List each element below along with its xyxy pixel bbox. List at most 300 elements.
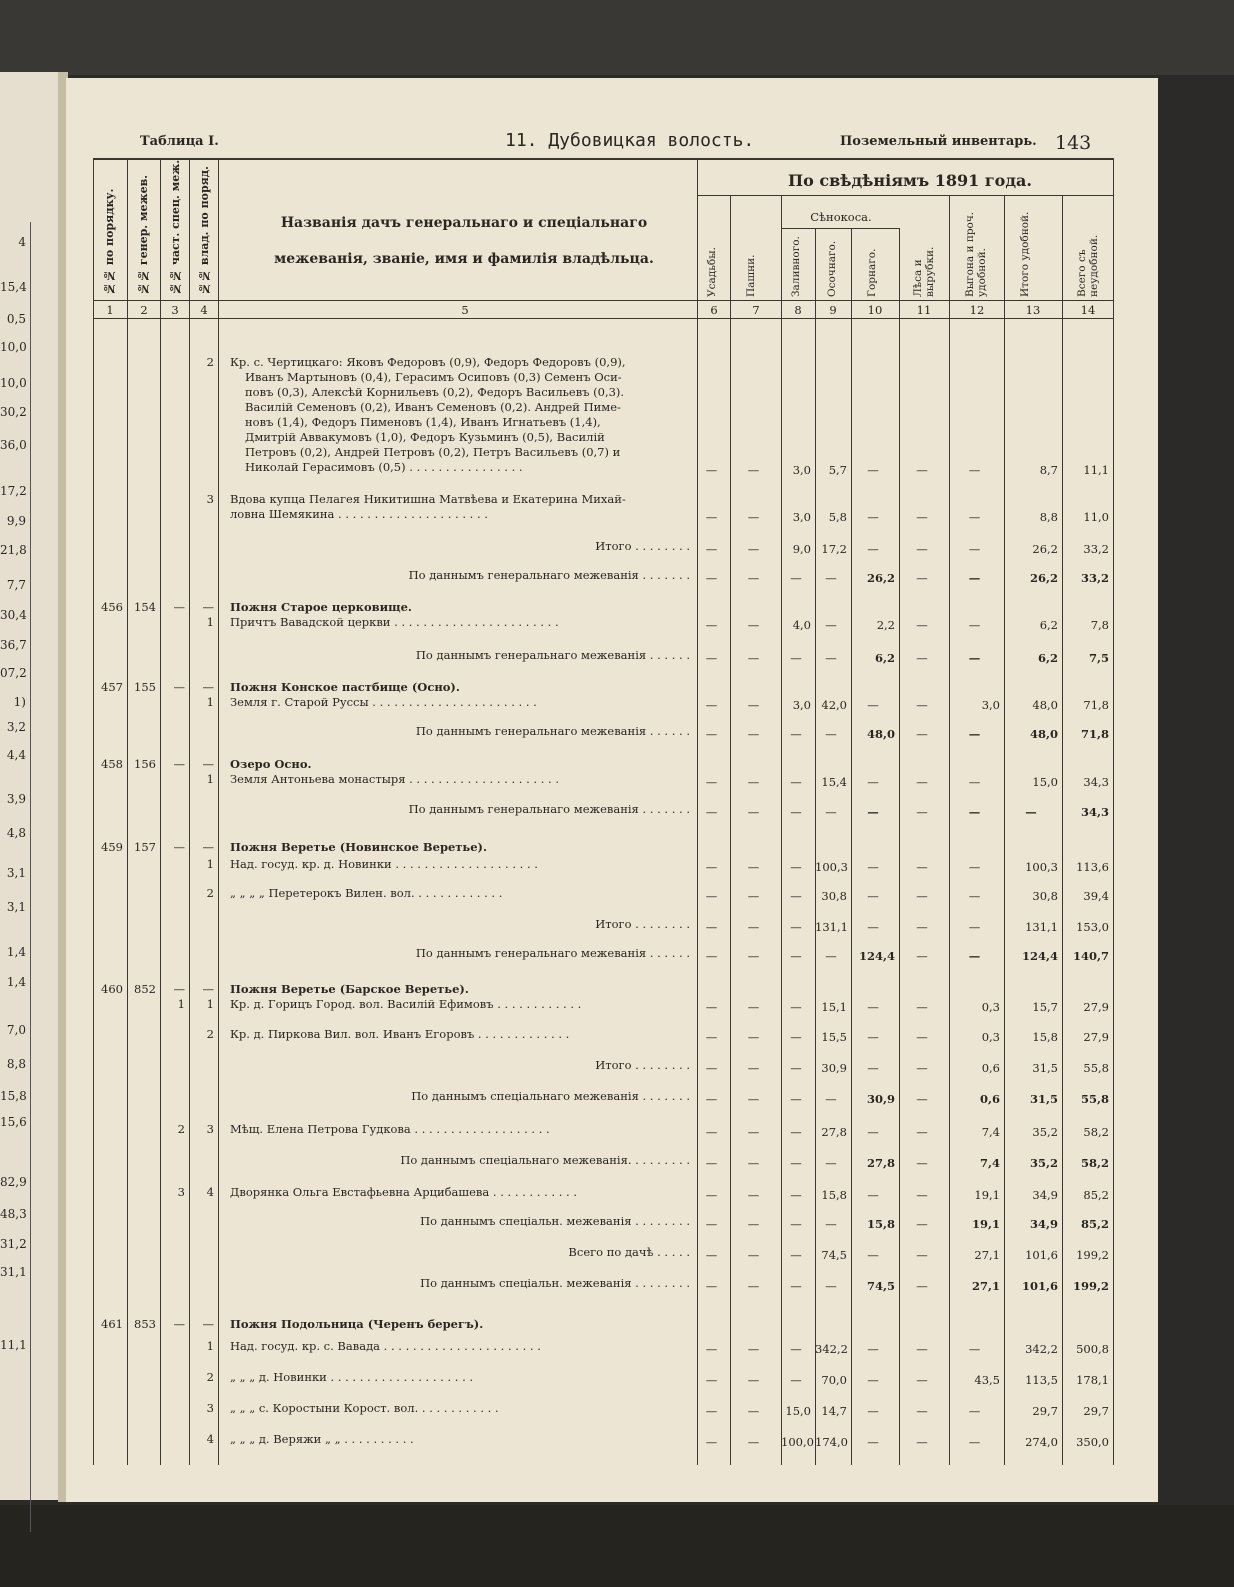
row-value: 39,4 <box>1083 889 1109 903</box>
row-value: — <box>747 889 760 903</box>
row-value: — <box>916 1188 928 1202</box>
row-summary: По даннымъ генеральнаго межеванія . . . . . . . <box>408 568 690 582</box>
row-value: — <box>705 618 718 632</box>
row-value: — <box>790 775 802 789</box>
row-value: — <box>705 1279 718 1293</box>
row-value: — <box>968 889 981 903</box>
row-c3: 2 <box>177 1122 185 1136</box>
row-value: — <box>916 775 928 789</box>
row-heading: Пожня Веретье (Барское Веретье). <box>230 982 469 996</box>
row-value: 7,5 <box>1088 651 1109 665</box>
row-value: — <box>867 1030 879 1044</box>
row-value: — <box>968 1342 981 1356</box>
row-value: 31,5 <box>1032 1061 1058 1075</box>
row-value: 14,7 <box>821 1404 847 1418</box>
row-summary: Всего по дачѣ . . . . . <box>568 1245 690 1259</box>
row-value: — <box>916 727 928 741</box>
row-c4: 1 <box>206 997 214 1011</box>
row-value: — <box>790 860 802 874</box>
row-value: — <box>867 698 879 712</box>
row-value: 15,4 <box>821 775 847 789</box>
row-value: — <box>790 571 802 585</box>
row-value: — <box>705 775 718 789</box>
row-value: — <box>916 1061 928 1075</box>
prev-page-number: 4,4 <box>6 748 26 762</box>
row-value: 30,9 <box>866 1092 895 1106</box>
prev-page-number: 8,8 <box>6 1057 26 1071</box>
row-value: 101,6 <box>1025 1248 1058 1262</box>
row-owner: „ „ „ „ Перетерокъ Вилен. вол. . . . . . . . . . . . . <box>230 886 503 900</box>
row-value: 100,3 <box>1025 860 1058 874</box>
col-header-c10: Горнаго. <box>866 248 878 297</box>
row-heading: Пожня Старое церковище. <box>230 600 412 614</box>
row-value: — <box>867 860 879 874</box>
row-value: — <box>705 727 718 741</box>
row-value: — <box>825 805 837 819</box>
row-value: — <box>916 889 928 903</box>
row-value: — <box>747 1188 760 1202</box>
row-value: 58,2 <box>1083 1125 1109 1139</box>
row-value: — <box>790 920 802 934</box>
row-value: 58,2 <box>1080 1156 1109 1170</box>
col-header-5: Названія дачъ генеральнаго и спеціальнаго межеванія, званіе, имя и фамилія владѣльца. <box>274 215 654 267</box>
row-value: — <box>705 920 718 934</box>
grid-vline <box>1062 195 1063 1465</box>
prev-page-number: 36,7 <box>0 638 27 652</box>
row-summary: По даннымъ спеціальн. межеванія . . . . . . . . <box>420 1214 690 1228</box>
row-c4: 3 <box>206 492 214 506</box>
row-c1: 461 <box>101 1317 123 1331</box>
prev-page-number: 9,9 <box>6 514 26 528</box>
row-owner: Кр. д. Горицъ Город. вол. Василій Ефимовъ . . . . . . . . . . . . <box>230 997 582 1011</box>
row-value: — <box>747 1404 760 1418</box>
row-value: — <box>916 463 928 477</box>
row-value: 140,7 <box>1072 949 1109 963</box>
row-value: — <box>825 949 837 963</box>
row-value: — <box>747 860 760 874</box>
row-value: 15,8 <box>821 1188 847 1202</box>
row-value: 26,2 <box>1032 542 1058 556</box>
grid-vline <box>127 158 128 1465</box>
row-summary: По даннымъ спеціальн. межеванія . . . . . . . . <box>420 1276 690 1290</box>
prev-page-number: 1) <box>13 695 26 709</box>
row-value: — <box>825 1156 837 1170</box>
row-value: — <box>705 1092 718 1106</box>
row-owner: повъ (0,3), Алексѣй Корнильевъ (0,2), Федоръ Васильевъ (0,3). <box>245 385 625 399</box>
row-value: — <box>747 1156 760 1170</box>
row-c4: — <box>202 757 214 771</box>
row-summary: Итого . . . . . . . . <box>595 539 690 553</box>
col-header-c11: Лѣса и вырубки. <box>912 246 936 297</box>
grid-numbers-rule <box>93 318 1114 319</box>
row-owner: Кр. с. Чертицкаго: Яковъ Федоровъ (0,9), Федоръ Федоровъ (0,9), <box>230 355 626 369</box>
row-value: — <box>968 775 981 789</box>
row-value: 34,9 <box>1032 1188 1058 1202</box>
row-value: — <box>747 1248 760 1262</box>
column-number: 9 <box>829 303 837 317</box>
row-value: 35,2 <box>1029 1156 1058 1170</box>
row-owner: Мѣщ. Елена Петрова Гудкова . . . . . . . . . . . . . . . . . . . <box>230 1122 550 1136</box>
row-value: — <box>825 618 837 632</box>
row-c2: 154 <box>134 600 156 614</box>
row-value: 9,0 <box>792 542 811 556</box>
row-value: — <box>705 510 718 524</box>
row-value: — <box>825 727 837 741</box>
row-value: — <box>790 889 802 903</box>
row-value: 43,5 <box>974 1373 1000 1387</box>
row-value: — <box>790 1279 802 1293</box>
row-value: — <box>705 1342 718 1356</box>
row-owner: Дмитрій Аввакумовъ (1,0), Федоръ Кузьминъ (0,5), Василій <box>245 430 605 444</box>
row-value: — <box>825 1092 837 1106</box>
row-value: — <box>705 1030 718 1044</box>
row-value: 15,1 <box>821 1000 847 1014</box>
prev-page-number: 3,9 <box>6 792 26 806</box>
row-c4: — <box>202 1317 214 1331</box>
row-value: 26,2 <box>866 571 895 585</box>
row-value: — <box>790 1342 802 1356</box>
row-value: 7,4 <box>981 1125 1000 1139</box>
row-owner: „ „ „ д. Веряжи „ „ . . . . . . . . . . <box>230 1432 414 1446</box>
row-value: — <box>916 542 928 556</box>
row-value: — <box>968 510 981 524</box>
prev-page-number: 10,0 <box>0 340 27 354</box>
row-value: 15,0 <box>1032 775 1058 789</box>
page-number: 143 <box>1055 132 1092 154</box>
row-value: 100,3 <box>815 860 848 874</box>
col-header-c7: Пашни. <box>745 254 757 297</box>
group-header: По свѣдѣніямъ 1891 года. <box>788 171 1032 190</box>
row-value: — <box>867 1188 879 1202</box>
row-value: 34,9 <box>1029 1217 1058 1231</box>
row-heading: Пожня Веретье (Новинское Веретье). <box>230 840 488 854</box>
grid-top-rule <box>93 158 1114 160</box>
row-value: 342,2 <box>815 1342 848 1356</box>
row-value: — <box>790 1000 802 1014</box>
row-c4: — <box>202 840 214 854</box>
row-value: — <box>916 1092 928 1106</box>
row-value: 3,0 <box>792 510 811 524</box>
row-summary: По даннымъ генеральнаго межеванія . . . . . . <box>415 648 690 662</box>
row-value: — <box>705 651 718 665</box>
row-value: 33,2 <box>1083 542 1109 556</box>
prev-page-number: 7,0 <box>6 1023 26 1037</box>
row-owner: Иванъ Мартыновъ (0,4), Герасимъ Осиповъ (0,3) Семенъ Оси- <box>245 370 622 384</box>
row-value: — <box>916 510 928 524</box>
row-value: 3,0 <box>981 698 1000 712</box>
row-value: — <box>790 1061 802 1075</box>
grid-vline <box>218 158 219 1465</box>
previous-page-rule <box>30 222 31 1532</box>
prev-page-number: 4,8 <box>6 826 26 840</box>
column-number: 8 <box>794 303 802 317</box>
prev-page-number: 4 <box>18 235 26 249</box>
row-value: — <box>747 1217 760 1231</box>
row-value: — <box>790 805 802 819</box>
column-number: 6 <box>710 303 718 317</box>
row-value: — <box>705 1217 718 1231</box>
col-header-c9: Осочнаго. <box>826 240 838 297</box>
row-value: 34,3 <box>1080 805 1109 819</box>
row-c4: — <box>202 600 214 614</box>
row-summary: По даннымъ спеціальнаго межеванія . . . . . . . <box>411 1089 690 1103</box>
column-number: 4 <box>200 303 208 317</box>
row-value: — <box>968 651 981 665</box>
row-c3: — <box>173 680 185 694</box>
row-c2: 156 <box>134 757 156 771</box>
row-value: — <box>747 1435 760 1449</box>
row-value: — <box>790 1125 802 1139</box>
grid-vline <box>1113 158 1114 1465</box>
row-value: 174,0 <box>815 1435 848 1449</box>
row-summary: Итого . . . . . . . . <box>595 1058 690 1072</box>
row-value: — <box>916 1030 928 1044</box>
row-value: — <box>747 1000 760 1014</box>
row-value: 48,0 <box>1029 727 1058 741</box>
row-owner: Над. госуд. кр. д. Новинки . . . . . . . . . . . . . . . . . . . . <box>230 857 538 871</box>
row-value: 3,0 <box>792 463 811 477</box>
row-value: 4,0 <box>792 618 811 632</box>
row-value: 33,2 <box>1080 571 1109 585</box>
row-owner: Кр. д. Пиркова Вил. вол. Иванъ Егоровъ . . . . . . . . . . . . . <box>230 1027 570 1041</box>
grid-group-rule <box>697 195 1114 196</box>
prev-page-number: 11,1 <box>0 1338 27 1352</box>
prev-page-number: 07,2 <box>0 666 27 680</box>
row-value: 71,8 <box>1080 727 1109 741</box>
row-value: 27,9 <box>1083 1030 1109 1044</box>
row-c3: — <box>173 600 185 614</box>
row-value: 6,2 <box>874 651 895 665</box>
row-value: 15,8 <box>866 1217 895 1231</box>
row-c2: 852 <box>134 982 156 996</box>
table-label: Таблица I. <box>140 134 219 149</box>
row-value: — <box>747 510 760 524</box>
row-value: 27,1 <box>971 1279 1000 1293</box>
prev-page-number: 0,5 <box>6 312 26 326</box>
row-value: — <box>747 1373 760 1387</box>
row-value: 15,7 <box>1032 1000 1058 1014</box>
row-value: 178,1 <box>1076 1373 1109 1387</box>
row-value: 29,7 <box>1083 1404 1109 1418</box>
row-value: — <box>867 1061 879 1075</box>
prev-page-number: 3,1 <box>6 866 26 880</box>
row-value: 85,2 <box>1083 1188 1109 1202</box>
row-value: — <box>705 1188 718 1202</box>
prev-page-number: 1,4 <box>6 945 26 959</box>
row-summary: По даннымъ генеральнаго межеванія . . . . . . <box>415 724 690 738</box>
prev-page-number: 36,0 <box>0 438 27 452</box>
row-value: — <box>867 1342 879 1356</box>
col-header-c14: Всего съ неудобной. <box>1076 234 1100 297</box>
row-c4: 1 <box>206 1339 214 1353</box>
row-value: 350,0 <box>1076 1435 1109 1449</box>
row-value: 27,8 <box>821 1125 847 1139</box>
row-value: — <box>705 542 718 556</box>
row-c3: — <box>173 840 185 854</box>
row-value: — <box>747 805 760 819</box>
row-c1: 456 <box>101 600 123 614</box>
row-value: — <box>747 1125 760 1139</box>
row-value: — <box>747 727 760 741</box>
column-number: 10 <box>867 303 883 317</box>
row-c4: 4 <box>206 1432 214 1446</box>
row-value: — <box>705 698 718 712</box>
row-value: — <box>825 651 837 665</box>
row-c3: 1 <box>177 997 185 1011</box>
section-title: Поземельный инвентарь. <box>840 134 1037 149</box>
row-c4: 3 <box>206 1401 214 1415</box>
row-value: — <box>968 571 981 585</box>
row-c4: 1 <box>206 857 214 871</box>
row-c4: 1 <box>206 615 214 629</box>
row-owner: Петровъ (0,2), Андрей Петровъ (0,2), Петръ Васильевъ (0,7) и <box>245 445 621 459</box>
row-value: — <box>867 1248 879 1262</box>
row-value: — <box>867 1404 879 1418</box>
row-c3: — <box>173 757 185 771</box>
row-value: — <box>916 1000 928 1014</box>
col-header-4: №№ влад. по поряд. <box>198 166 211 295</box>
row-value: — <box>747 1030 760 1044</box>
row-value: — <box>916 1125 928 1139</box>
row-value: 342,2 <box>1025 1342 1058 1356</box>
row-value: 5,7 <box>828 463 847 477</box>
background-bottom <box>0 1505 1234 1587</box>
row-value: 7,4 <box>979 1156 1000 1170</box>
row-c4: — <box>202 982 214 996</box>
row-owner: Земля Антоньева монастыря . . . . . . . . . . . . . . . . . . . . . <box>230 772 560 786</box>
row-value: — <box>825 1279 837 1293</box>
row-value: — <box>916 1279 928 1293</box>
row-value: — <box>747 618 760 632</box>
grid-vline <box>93 158 94 1465</box>
col-header-c13: Итого удобной. <box>1019 211 1031 297</box>
row-owner: Земля г. Старой Руссы . . . . . . . . . . . . . . . . . . . . . . . <box>230 695 537 709</box>
row-owner: Дворянка Ольга Евстафьевна Арцибашева . . . . . . . . . . . . <box>230 1185 577 1199</box>
column-number: 7 <box>752 303 760 317</box>
col-header-c12: Выгона и проч. удобной. <box>964 211 988 297</box>
row-value: — <box>705 1156 718 1170</box>
row-c4: 2 <box>206 355 214 369</box>
row-value: — <box>968 618 981 632</box>
column-number: 12 <box>969 303 985 317</box>
row-value: — <box>747 1061 760 1075</box>
grid-vline <box>949 195 950 1465</box>
row-value: — <box>790 651 802 665</box>
row-value: 153,0 <box>1076 920 1109 934</box>
row-value: — <box>790 949 802 963</box>
row-value: — <box>790 1030 802 1044</box>
row-value: — <box>916 1342 928 1356</box>
row-value: — <box>825 571 837 585</box>
row-value: — <box>916 949 928 963</box>
row-value: — <box>968 1404 981 1418</box>
row-value: 30,8 <box>821 889 847 903</box>
row-value: — <box>790 1217 802 1231</box>
row-owner: ловна Шемякина . . . . . . . . . . . . . . . . . . . . . <box>230 507 488 521</box>
row-value: — <box>916 651 928 665</box>
row-value: — <box>968 463 981 477</box>
col-header-c6: Усадьбы. <box>706 247 718 297</box>
row-value: — <box>867 775 879 789</box>
row-value: 500,8 <box>1076 1342 1109 1356</box>
row-value: 31,5 <box>1029 1092 1058 1106</box>
row-value: — <box>916 1373 928 1387</box>
row-value: 55,8 <box>1080 1092 1109 1106</box>
row-value: 19,1 <box>971 1217 1000 1231</box>
column-number: 2 <box>140 303 148 317</box>
row-value: 124,4 <box>858 949 895 963</box>
row-summary: Итого . . . . . . . . <box>595 917 690 931</box>
row-value: — <box>916 571 928 585</box>
row-value: — <box>705 1000 718 1014</box>
grid-hay-rule <box>781 228 899 229</box>
row-value: 85,2 <box>1080 1217 1109 1231</box>
grid-vline <box>730 195 731 1465</box>
row-value: — <box>747 920 760 934</box>
row-summary: По даннымъ спеціальнаго межеванія. . . . . . . . . <box>400 1153 690 1167</box>
row-value: 2,2 <box>876 618 895 632</box>
row-value: — <box>705 463 718 477</box>
row-heading: Пожня Конское пастбище (Осно). <box>230 680 460 694</box>
row-value: 15,0 <box>785 1404 811 1418</box>
row-value: — <box>867 889 879 903</box>
prev-page-number: 31,2 <box>0 1237 27 1251</box>
row-value: — <box>747 775 760 789</box>
row-value: — <box>867 1125 879 1139</box>
row-value: — <box>705 1373 718 1387</box>
row-value: 274,0 <box>1025 1435 1058 1449</box>
row-value: — <box>916 1217 928 1231</box>
row-value: 7,8 <box>1090 618 1109 632</box>
row-value: — <box>916 860 928 874</box>
row-value: 55,8 <box>1083 1061 1109 1075</box>
row-owner: Над. госуд. кр. с. Вавада . . . . . . . . . . . . . . . . . . . . . . <box>230 1339 541 1353</box>
row-value: 0,3 <box>981 1030 1000 1044</box>
row-heading: Озеро Осно. <box>230 757 312 771</box>
row-value: — <box>916 698 928 712</box>
prev-page-number: 3,1 <box>6 900 26 914</box>
row-value: — <box>790 1156 802 1170</box>
col-header-2: №№ генер. межев. <box>137 174 150 295</box>
row-c1: 457 <box>101 680 123 694</box>
row-value: — <box>747 1279 760 1293</box>
row-value: — <box>1025 805 1037 819</box>
row-value: 27,9 <box>1083 1000 1109 1014</box>
row-value: — <box>790 1248 802 1262</box>
row-c3: — <box>173 1317 185 1331</box>
row-value: — <box>916 1435 928 1449</box>
column-number: 5 <box>461 303 469 317</box>
row-value: — <box>705 889 718 903</box>
row-heading: Пожня Подольница (Черенъ берегъ). <box>230 1317 484 1331</box>
row-c2: 853 <box>134 1317 156 1331</box>
row-value: — <box>790 1092 802 1106</box>
row-value: 113,6 <box>1076 860 1109 874</box>
row-value: 0,6 <box>981 1061 1000 1075</box>
prev-page-number: 15,6 <box>0 1115 27 1129</box>
col-header-1: №№ по порядку. <box>103 188 116 295</box>
row-value: — <box>867 1000 879 1014</box>
row-value: 199,2 <box>1076 1248 1109 1262</box>
row-value: 113,5 <box>1025 1373 1058 1387</box>
column-number: 11 <box>916 303 932 317</box>
row-value: — <box>747 1342 760 1356</box>
row-c3: 3 <box>177 1185 185 1199</box>
row-c2: 155 <box>134 680 156 694</box>
row-value: 30,9 <box>821 1061 847 1075</box>
row-value: 11,0 <box>1083 510 1109 524</box>
previous-page-edge <box>0 72 60 1500</box>
